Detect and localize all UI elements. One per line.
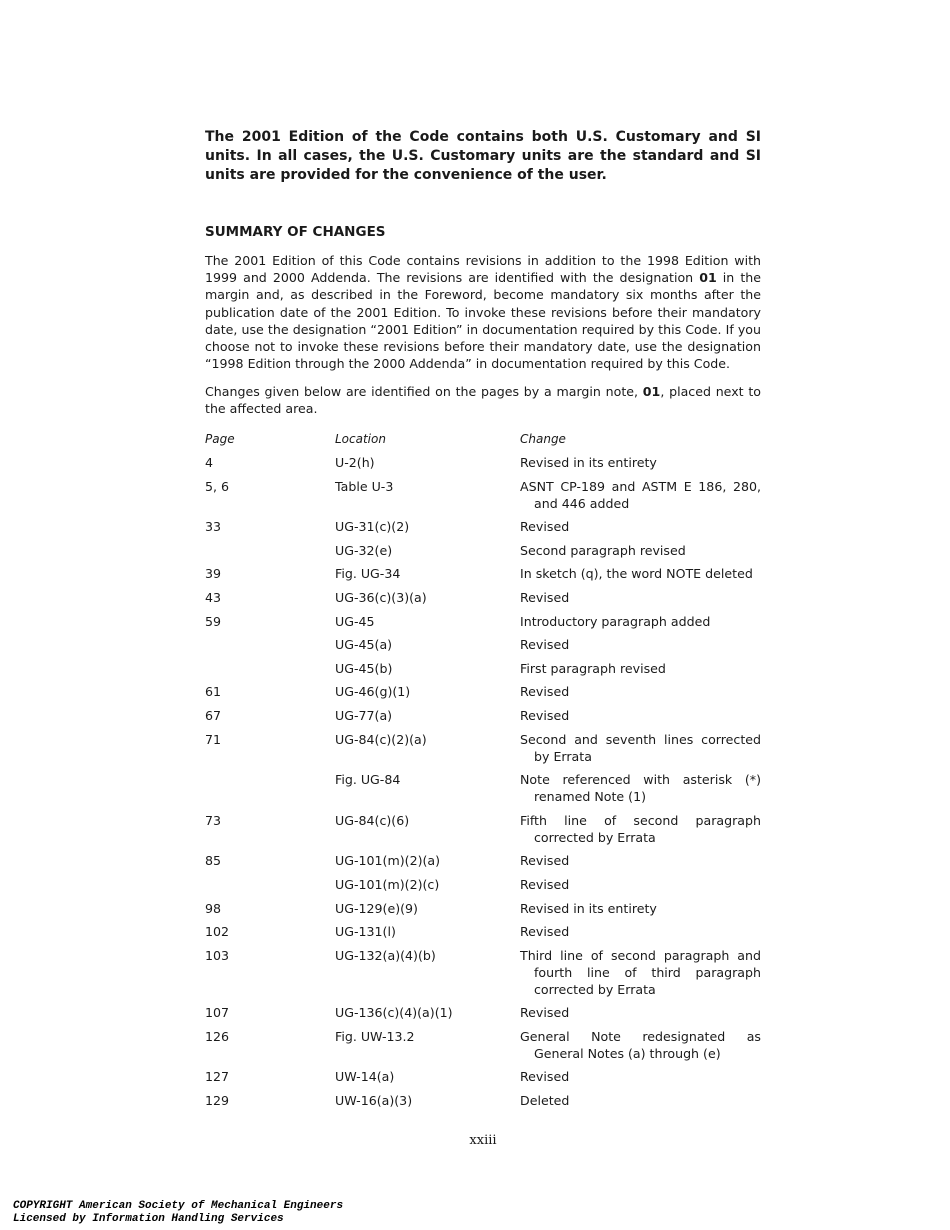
units-notice: The 2001 Edition of the Code contains both U.S. Customary and SI units. In all cases, the U.S. Customary units are the standard and SI units are provided for the convenience of the user. xyxy=(205,129,761,183)
cell-location: UG-129(e)(9) xyxy=(335,900,418,916)
cell-location: UG-45(b) xyxy=(335,660,393,676)
table-row xyxy=(205,683,761,707)
table-row xyxy=(205,589,761,613)
header-page: Page xyxy=(205,432,235,446)
cell-page: 39 xyxy=(205,566,222,582)
cell-location: UG-132(a)(4)(b) xyxy=(335,947,436,963)
table-row xyxy=(205,660,761,684)
cell-location: UG-84(c)(6) xyxy=(335,812,410,828)
cell-location: UG-131(l) xyxy=(335,924,396,940)
cell-change: Fifth line of second paragraph corrected by Errata xyxy=(520,812,761,845)
cell-change: In sketch (q), the word NOTE deleted xyxy=(520,566,753,582)
cell-location: UW-14(a) xyxy=(335,1069,395,1085)
cell-page: 107 xyxy=(205,1005,230,1021)
cell-change: Revised xyxy=(520,924,570,940)
section-heading: SUMMARY OF CHANGES xyxy=(205,224,386,240)
cell-change: Third line of second paragraph and fourth line of third paragraph corrected by Errata xyxy=(520,947,761,997)
table-row xyxy=(205,812,761,853)
cell-change: First paragraph revised xyxy=(520,660,666,676)
cell-change: Revised xyxy=(520,1069,570,1085)
cell-change: Revised in its entirety xyxy=(520,900,657,916)
cell-location: UW-16(a)(3) xyxy=(335,1093,413,1109)
table-row xyxy=(205,454,761,478)
cell-page: 4 xyxy=(205,455,214,470)
table-row xyxy=(205,1028,761,1069)
changes-table xyxy=(205,431,761,1116)
cell-page xyxy=(205,771,335,812)
cell-change: Second and seventh lines corrected by Errata xyxy=(520,731,761,764)
table-row xyxy=(205,731,761,772)
cell-change: Revised xyxy=(520,707,570,723)
table-row xyxy=(205,542,761,566)
cell-location: UG-101(m)(2)(c) xyxy=(335,876,440,892)
cell-page: 98 xyxy=(205,900,222,916)
cell-page xyxy=(205,660,335,684)
cell-change: General Note redesignated as General Notes (a) through (e) xyxy=(520,1028,761,1061)
table-row xyxy=(205,636,761,660)
cell-page xyxy=(205,542,335,566)
table-row xyxy=(205,1004,761,1028)
table-row xyxy=(205,923,761,947)
cell-location: UG-136(c)(4)(a)(1) xyxy=(335,1005,453,1021)
cell-page: 103 xyxy=(205,947,230,963)
table-row xyxy=(205,707,761,731)
table-row xyxy=(205,900,761,924)
cell-change: Introductory paragraph added xyxy=(520,613,711,629)
cell-location: Table U-3 xyxy=(335,478,394,494)
cell-page: 129 xyxy=(205,1093,230,1109)
margin-note-paragraph xyxy=(205,383,761,417)
cell-location: UG-45 xyxy=(335,613,375,629)
cell-change: Second paragraph revised xyxy=(520,542,686,558)
cell-page: 127 xyxy=(205,1069,230,1085)
header-location: Location xyxy=(335,432,386,446)
cell-change: Deleted xyxy=(520,1093,570,1109)
table-row xyxy=(205,518,761,542)
cell-page: 71 xyxy=(205,731,222,747)
cell-change: Revised xyxy=(520,1005,570,1021)
cell-page: 5, 6 xyxy=(205,478,230,494)
table-row xyxy=(205,876,761,900)
license-line: Licensed by Information Handling Services xyxy=(13,1213,284,1225)
table-row xyxy=(205,1068,761,1092)
cell-page: 73 xyxy=(205,812,222,828)
margin-note-text-2: , placed next to the affected area. xyxy=(205,384,761,417)
cell-location: UG-45(a) xyxy=(335,637,393,653)
cell-page: 126 xyxy=(205,1028,230,1044)
cell-change: Revised xyxy=(520,684,570,700)
margin-note-text-1: Changes given below are identified on the pages by a margin note, xyxy=(205,384,643,399)
cell-page: 85 xyxy=(205,853,222,869)
cell-page: 59 xyxy=(205,613,222,629)
cell-page: 33 xyxy=(205,519,222,535)
cell-location: UG-46(g)(1) xyxy=(335,684,411,700)
cell-page: 102 xyxy=(205,924,230,940)
table-row xyxy=(205,478,761,519)
summary-paragraph-text-1: The 2001 Edition of this Code contains revisions in addition to the 1998 Edition with 1999 and 2000 Addenda. The revisions are identified with the designation xyxy=(205,253,761,286)
cell-location: UG-101(m)(2)(a) xyxy=(335,853,441,869)
cell-page: 61 xyxy=(205,684,222,700)
cell-location: UG-36(c)(3)(a) xyxy=(335,589,427,605)
cell-page: 43 xyxy=(205,589,222,605)
table-row xyxy=(205,613,761,637)
cell-location: UG-84(c)(2)(a) xyxy=(335,731,427,747)
cell-location: UG-77(a) xyxy=(335,707,393,723)
header-change: Change xyxy=(520,432,566,446)
summary-paragraph xyxy=(205,252,761,372)
copyright-notice xyxy=(13,1200,343,1226)
cell-change: Revised xyxy=(520,637,570,653)
table-row xyxy=(205,852,761,876)
cell-location: UG-32(e) xyxy=(335,542,393,558)
margin-note-designation: 01 xyxy=(642,384,661,399)
cell-location: Fig. UW-13.2 xyxy=(335,1028,415,1044)
cell-change: ASNT CP-189 and ASTM E 186, 280, and 446 added xyxy=(520,478,761,511)
page-number: xxiii xyxy=(469,1133,497,1148)
cell-change: Revised in its entirety xyxy=(520,455,657,470)
table-row xyxy=(205,565,761,589)
cell-location: Fig. UG-84 xyxy=(335,772,401,788)
table-row xyxy=(205,1092,761,1116)
cell-page xyxy=(205,876,335,900)
cell-location: UG-31(c)(2) xyxy=(335,519,410,535)
cell-change: Revised xyxy=(520,519,570,535)
cell-change: Note referenced with asterisk (*) renamed Note (1) xyxy=(520,772,761,805)
cell-change: Revised xyxy=(520,853,570,869)
summary-paragraph-text-2: in the margin and, as described in the Foreword, become mandatory six months after the publication date of the 2001 Edition. To invoke these revisions before their mandatory date, use the designation “2001 Edition” in documentation required by this Code. If you choose not to invoke these revisions before their mandatory date, use the designation “1998 Edition through the 2000 Addenda” in documentation required by this Code. xyxy=(205,270,761,372)
cell-change: Revised xyxy=(520,876,570,892)
table-row xyxy=(205,771,761,812)
cell-location: Fig. UG-34 xyxy=(335,566,401,582)
copyright-line: COPYRIGHT American Society of Mechanical Engineers xyxy=(13,1200,344,1212)
cell-page xyxy=(205,636,335,660)
cell-page: 67 xyxy=(205,707,222,723)
revision-designation: 01 xyxy=(699,270,717,286)
table-row xyxy=(205,947,761,1005)
table-header-row xyxy=(205,431,761,454)
cell-change: Revised xyxy=(520,589,570,605)
cell-location: U-2(h) xyxy=(335,455,375,470)
